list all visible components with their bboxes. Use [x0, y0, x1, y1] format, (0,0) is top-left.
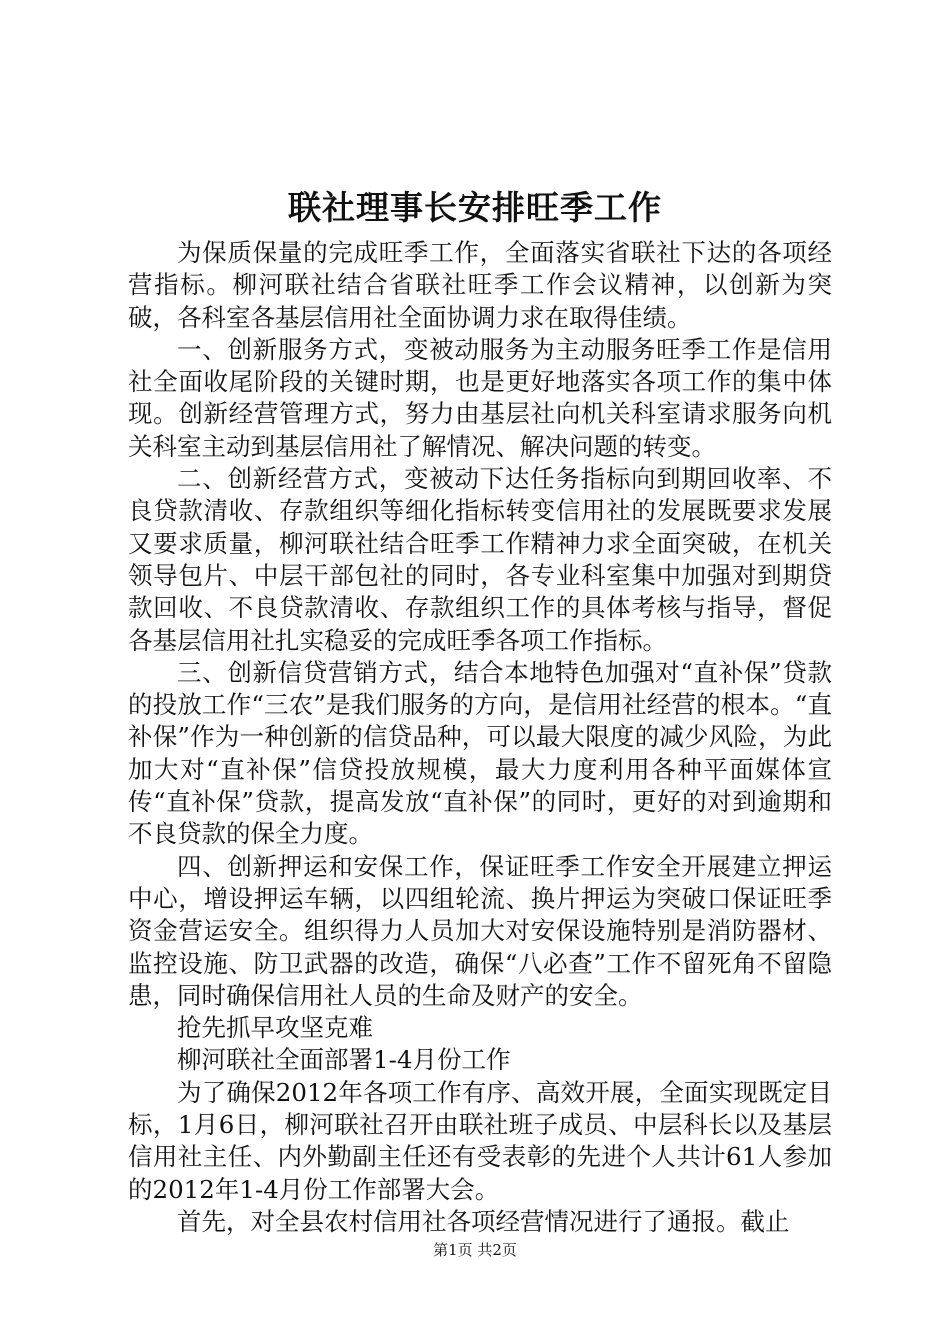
paragraph-intro: 为保质保量的完成旺季工作，全面落实省联社下达的各项经营指标。柳河联社结合省联社旺季工作会议精神，以创新为突破，各科室各基层信用社全面协调力求在取得佳绩。 — [128, 238, 832, 332]
page-number: 第1页 共2页 — [433, 1241, 517, 1259]
paragraph-section-2: 二、创新经营方式，变被动下达任务指标向到期回收率、不良贷款清收、存款组织等细化指标转变信用社的发展既要求发展又要求质量，柳河联社结合旺季工作精神力求全面突破，在机关领导包片、中层干部包社的同时，各专业科室集中加强对到期贷款回收、不良贷款清收、存款组织工作的具体考核与指导，督促各基层信用社扎实稳妥的完成旺季各项工作指标。 — [128, 464, 832, 655]
document-title: 联社理事长安排旺季工作 — [288, 188, 662, 227]
subheading-line-2: 柳河联社全面部署1-4月份工作 — [177, 1045, 511, 1075]
document-body — [128, 237, 832, 1238]
subheading-line-1: 抢先抓早攻坚克难 — [177, 1013, 373, 1043]
paragraph-meeting: 为了确保2012年各项工作有序、高效开展，全面实现既定目标，1月6日，柳河联社召开由联社班子成员、中层科长以及基层信用社主任、内外勤副主任还有受表彰的先进个人共计61人参加的2012年1-4月份工作部署大会。 — [128, 1077, 832, 1204]
paragraph-section-3: 三、创新信贷营销方式，结合本地特色加强对“直补保”贷款的投放工作“三农”是我们服务的方向，是信用社经营的根本。“直补保”作为一种创新的信贷品种，可以最大限度的减少风险，为此加大对“直补保”信贷投放规模，最大力度利用各种平面媒体宣传“直补保”贷款，提高发放“直补保”的同时，更好的对到逾期和不良贷款的保全力度。 — [128, 657, 832, 849]
paragraph-section-1: 一、创新服务方式，变被动服务为主动服务旺季工作是信用社全面收尾阶段的关键时期，也是更好地落实各项工作的集中体现。创新经营管理方式，努力由基层社向机关科室请求服务向机关科室主动到基层信用社了解情况、解决问题的转变。 — [128, 334, 832, 461]
paragraph-first: 首先，对全县农村信用社各项经营情况进行了通报。截止 — [177, 1206, 790, 1236]
paragraph-section-4: 四、创新押运和安保工作，保证旺季工作安全开展建立押运中心，增设押运车辆，以四组轮流、换片押运为突破口保证旺季资金营运安全。组织得力人员加大对安保设施特别是消防器材、监控设施、防卫武器的改造，确保“八必查”工作不留死角不留隐患，同时确保信用社人员的生命及财产的安全。 — [128, 851, 832, 1010]
